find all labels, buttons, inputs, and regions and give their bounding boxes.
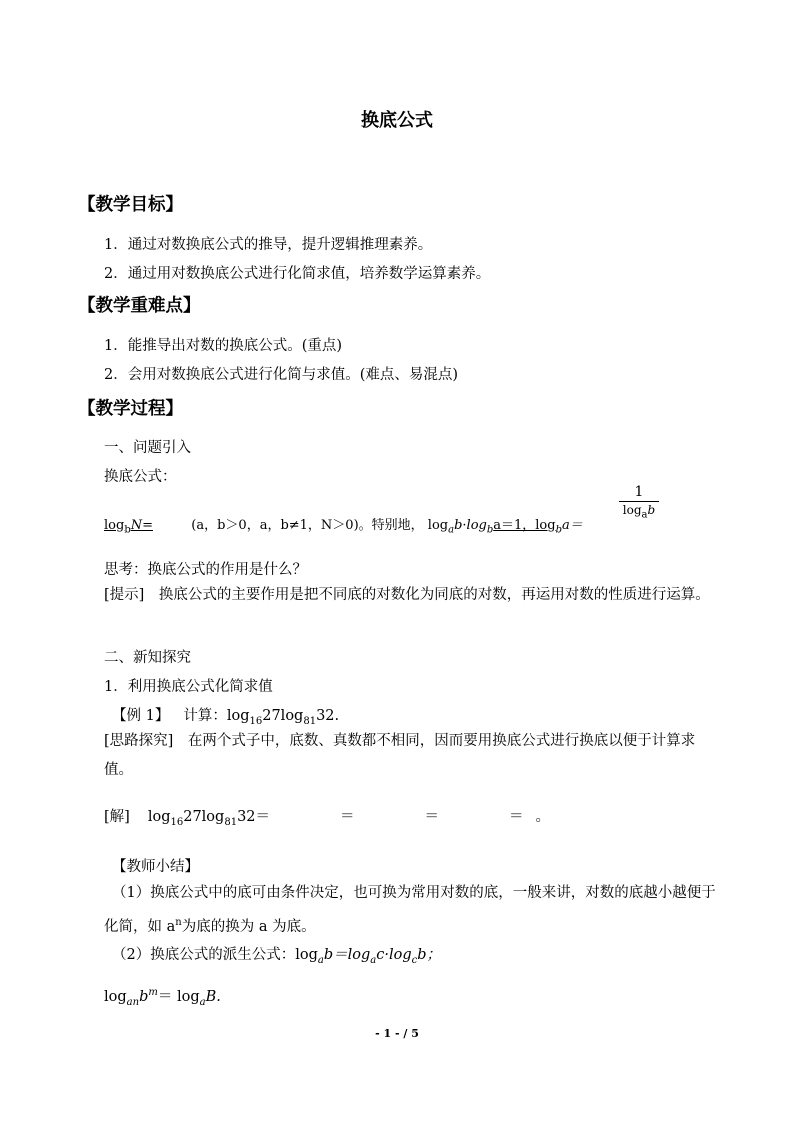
page-title: 换底公式 (361, 110, 433, 131)
section-process: 【教学过程】 (78, 399, 183, 419)
sub-heading-1: 1．利用换底公式化简求值 (104, 679, 273, 695)
think-question: 思考：换底公式的作用是什么？ (104, 562, 307, 578)
hint-paragraph: [提示] 换底公式的主要作用是把不同底的对数化为同底的对数，再运用对数的性质进行运算。 (104, 587, 710, 603)
formula-lhs: $\log_bN=$ (104, 518, 153, 536)
formula-condition: (a，b＞0，a，b≠1，N＞0)。特别地， (191, 518, 424, 533)
special-case-1: $\log_ab\cdot\log_ba=1$，$\log_ba=$ (427, 518, 583, 536)
formula-line (104, 514, 583, 536)
goal-item-1: 1．通过对数换底公式的推导，提升逻辑推理素养。 (104, 237, 433, 253)
summary-2: （2）换底公式的派生公式：$\log_ab=\log_ac\cdot\log_cb$； (112, 947, 442, 966)
goal-item-2: 2．通过用对数换底公式进行化简求值，培养数学运算素养。 (104, 266, 491, 282)
fraction: 1 $\log_ab$ (619, 484, 659, 520)
part1-heading: 一、问题引入 (104, 440, 191, 456)
part2-heading: 二、新知探究 (104, 650, 191, 666)
page-number: - 1 - / 5 (375, 1027, 419, 1040)
example-1: 【例 1】 计算：$\log_{16}27\log_{81}32$. (112, 708, 340, 727)
idea-paragraph: [思路探究] 在两个式子中，底数、真数都不相同，因而要用换底公式进行换底以便于计算求值。 (104, 733, 696, 778)
derived-formula: $\log_{an}b^m= \log_aB$. (104, 987, 221, 1008)
formula-label: 换底公式： (104, 469, 177, 485)
summary-1: （1）换底公式中的底可由条件决定，也可换为常用对数的底，一般来讲，对数的底越小越便于化简，如 $a^n$为底的换为 a 为底。 (104, 885, 716, 935)
section-keypoints: 【教学重难点】 (78, 296, 201, 316)
section-goals: 【教学目标】 (78, 195, 183, 215)
solution-line: [解] $\log_{16}27\log_{81}32=$ ＝ ＝ ＝ 。 (104, 809, 551, 828)
keypoint-item-2: 2．会用对数换底公式进行化简与求值。(难点、易混点) (104, 367, 459, 383)
keypoint-item-1: 1．能推导出对数的换底公式。(重点) (104, 338, 343, 354)
summary-label: 【教师小结】 (112, 859, 199, 875)
